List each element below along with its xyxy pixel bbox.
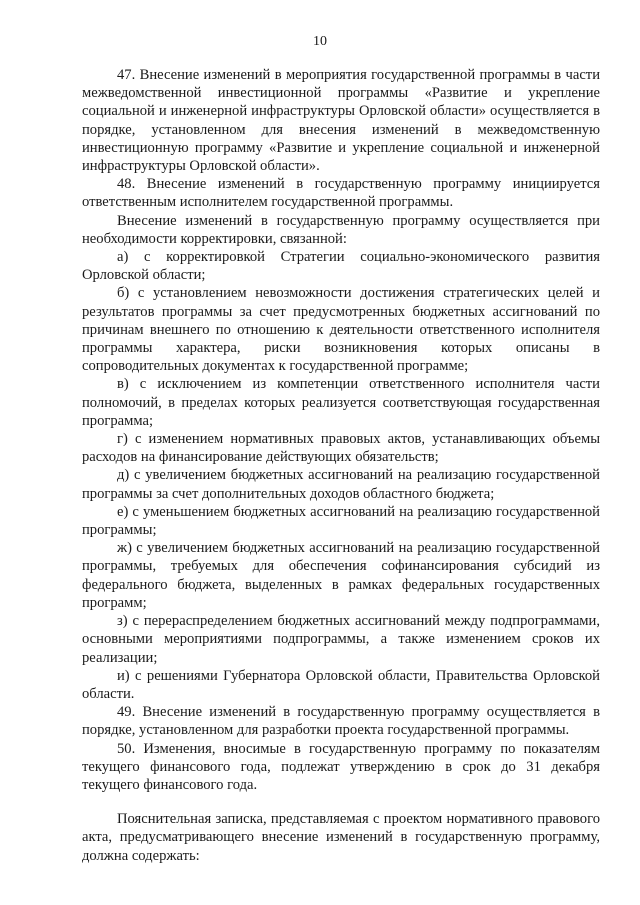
list-item-zh: ж) с увеличением бюджетных ассигнований на реализацию государственной программы, требуемых для обеспечения софинансирования субсидий из федерального бюджета, выделенных в рамках федеральных государственных программ; — [82, 540, 600, 611]
paragraph-explanatory-note: Пояснительная записка, представляемая с проектом нормативного правового акта, предусматривающего внесение изменений в государственную программу, должна содержать: — [82, 811, 600, 864]
paragraph-47: 47. Внесение изменений в мероприятия государственной программы в части межведомственной инвестиционной программы «Развитие и укрепление социальной и инженерной инфраструктуры Орловской области» осуществляется в порядке, установленном для внесения изменений в межведомственную инвестиционную программу «Развитие и укрепление социальной и инженерной инфраструктуры Орловской области». — [82, 67, 600, 175]
list-item-v: в) с исключением из компетенции ответственного исполнителя части полномочий, в пределах которых реализуется соответствующая государственная программа; — [82, 376, 600, 429]
paragraph-49: 49. Внесение изменений в государственную программу осуществляется в порядке, установленном для разработки проекта государственной программы. — [82, 704, 600, 739]
list-item-g: г) с изменением нормативных правовых актов, устанавливающих объемы расходов на финансирование действующих обязательств; — [82, 431, 600, 466]
paragraph-50: 50. Изменения, вносимые в государственную программу по показателям текущего финансового года, подлежат утверждению в срок до 31 декабря текущего финансового года. — [82, 740, 600, 793]
document-body — [82, 66, 600, 865]
list-item-a: а) с корректировкой Стратегии социально-экономического развития Орловской области; — [82, 249, 600, 284]
list-item-d: д) с увеличением бюджетных ассигнований на реализацию государственной программы за счет дополнительных доходов областного бюджета; — [82, 467, 600, 502]
page-number: 10 — [313, 34, 327, 49]
list-item-i: и) с решениями Губернатора Орловской области, Правительства Орловской области. — [82, 667, 600, 702]
list-item-e: е) с уменьшением бюджетных ассигнований на реализацию государственной программы; — [82, 503, 600, 539]
paragraph-amendment-grounds: Внесение изменений в государственную программу осуществляется при необходимости корректировки, связанной: — [82, 212, 600, 247]
paragraph-48: 48. Внесение изменений в государственную программу инициируется ответственным исполнителем государственной программы. — [82, 176, 600, 211]
list-item-z: з) с перераспределением бюджетных ассигнований между подпрограммами, основными мероприятиями подпрограммы, а также изменением сроков их реализации; — [82, 613, 600, 666]
list-item-b: б) с установлением невозможности достижения стратегических целей и результатов программы за счет предусмотренных бюджетных ассигнований по причинам внешнего по отношению к деятельности ответственного исполнителя программы характера, риски возникновения которых описаны в сопроводительных документах к государственной программе; — [82, 285, 600, 375]
